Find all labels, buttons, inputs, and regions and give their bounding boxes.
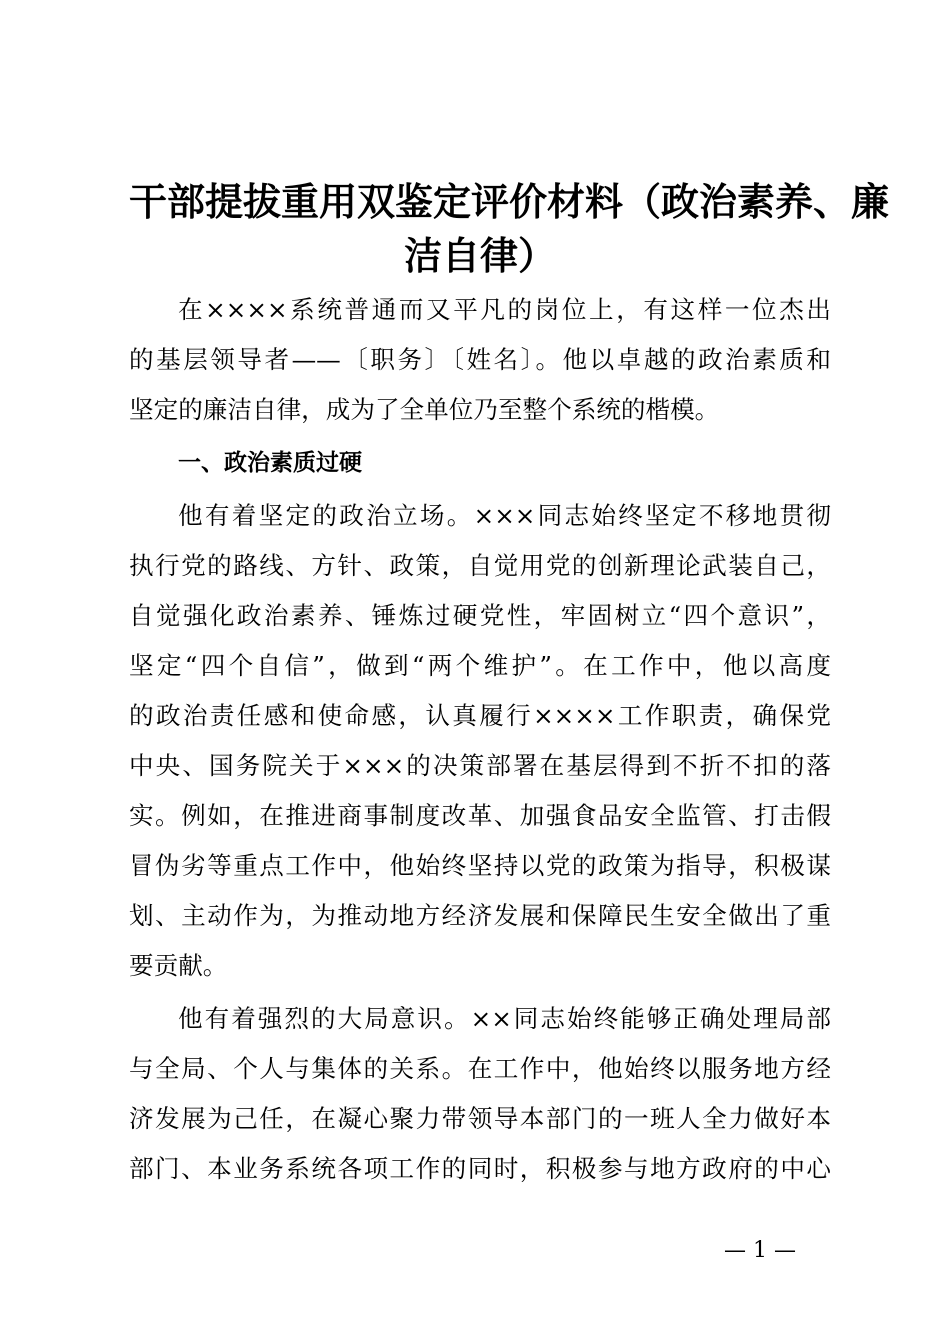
text-line: 坚定的廉洁自律，成为了全单位乃至整个系统的楷模。 xyxy=(129,395,720,424)
text-line: 他有着坚定的政治立场。×××同志始终坚定不移地贯彻 xyxy=(178,501,831,530)
body-paragraph xyxy=(129,994,831,1194)
text-line: 他有着强烈的大局意识。××同志始终能够正确处理局部 xyxy=(178,1004,831,1033)
text-line: 的基层领导者——〔职务〕〔姓名〕。他以卓越的政治素质和 xyxy=(129,345,831,374)
title-line-1: 干部提拔重用双鉴定评价材料（政治素养、廉 xyxy=(129,180,890,224)
body-paragraph xyxy=(129,491,831,991)
text-line: 划、主动作为，为推动地方经济发展和保障民生安全做出了重 xyxy=(129,901,831,930)
text-line: 的政治责任感和使命感，认真履行××××工作职责，确保党 xyxy=(129,701,831,730)
page-number: — 1 — xyxy=(724,1238,796,1263)
text-line: 与全局、个人与集体的关系。在工作中，他始终以服务地方经 xyxy=(129,1054,831,1083)
text-line: 中央、国务院关于×××的决策部署在基层得到不折不扣的落 xyxy=(129,751,831,780)
text-line: 要贡献。 xyxy=(129,951,228,980)
text-line: 自觉强化政治素养、锤炼过硬党性，牢固树立“四个意识”， xyxy=(129,601,831,630)
text-line: 部门、本业务系统各项工作的同时，积极参与地方政府的中心 xyxy=(129,1154,831,1183)
text-line: 济发展为己任，在凝心聚力带领导本部门的一班人全力做好本 xyxy=(129,1104,831,1133)
text-line: 在××××系统普通而又平凡的岗位上，有这样一位杰出 xyxy=(178,295,831,324)
text-line: 实。例如，在推进商事制度改革、加强食品安全监管、打击假 xyxy=(129,801,831,830)
section-heading: 一、政治素质过硬 xyxy=(178,450,362,476)
text-line: 坚定“四个自信”，做到“两个维护”。在工作中，他以高度 xyxy=(129,651,831,680)
document-body xyxy=(129,175,890,1194)
title-line-2: 洁自律） xyxy=(403,234,556,278)
text-line: 执行党的路线、方针、政策，自觉用党的创新理论武装自己， xyxy=(129,551,831,580)
document-title xyxy=(129,175,890,283)
intro-paragraph xyxy=(129,285,831,435)
text-line: 冒伪劣等重点工作中，他始终坚持以党的政策为指导，积极谋 xyxy=(129,851,831,880)
